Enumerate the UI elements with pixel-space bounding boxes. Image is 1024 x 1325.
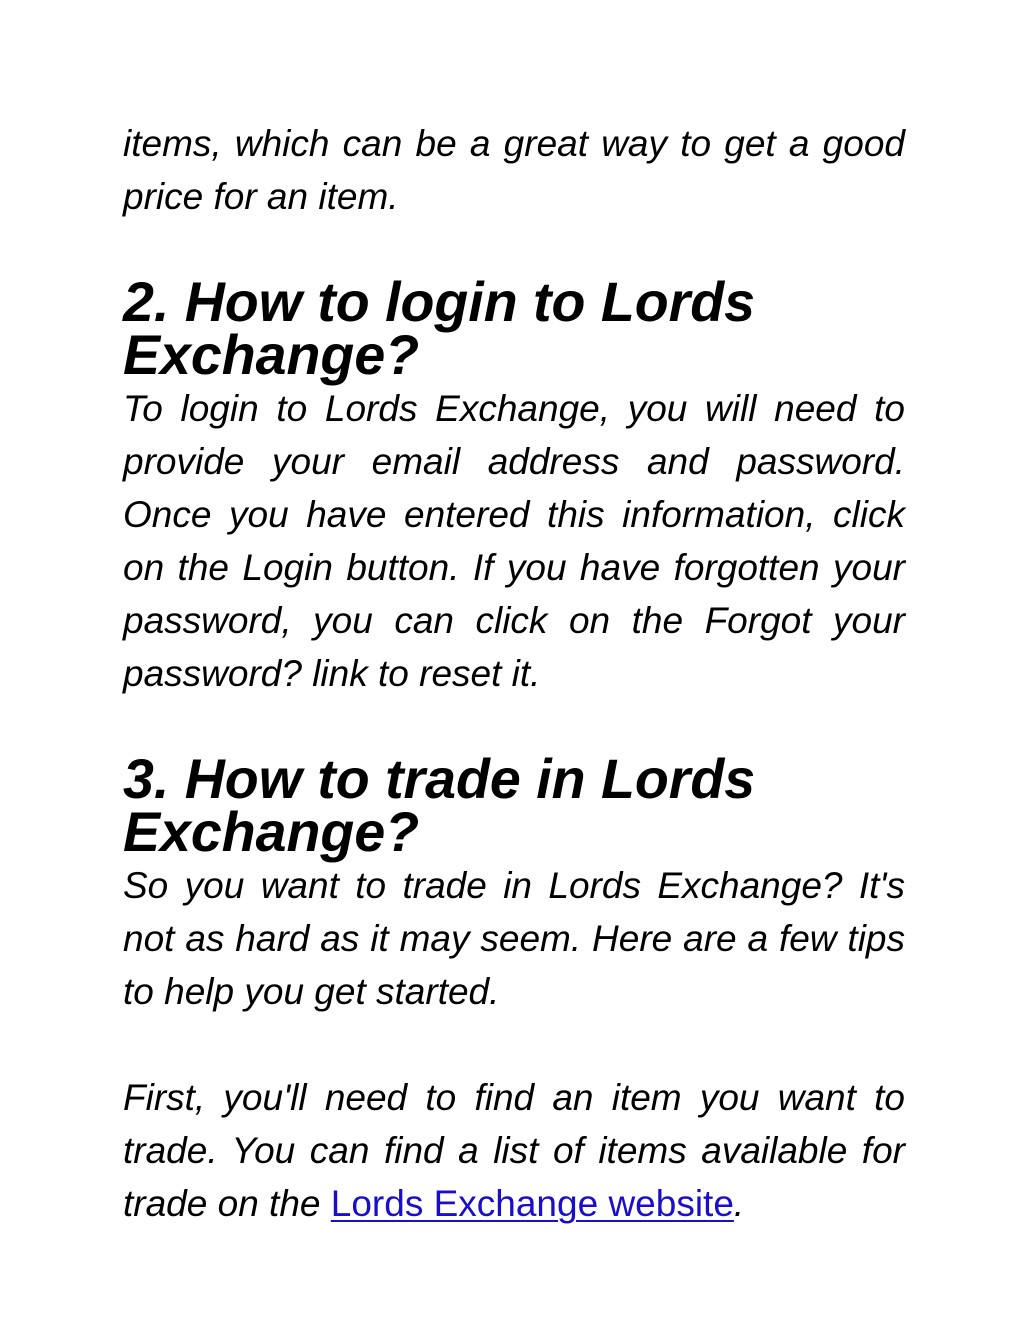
section-2-paragraph: To login to Lords Exchange, you will need to provide your email address and password. Once you have entered this information, click on the Login button. If you have forgotten your password, you can click on the Forgot your password? link to reset it. (123, 388, 905, 694)
paragraph-text-after-link: . (733, 1183, 745, 1224)
paragraph-text-before-link: First, you'll need to find an item you want to trade. You can find a list of items available for trade on the (123, 1077, 905, 1224)
paragraph-spacer (123, 223, 905, 276)
section-3-heading: 3. How to trade in Lords Exchange? (123, 748, 756, 863)
section-2-heading: 2. How to login to Lords Exchange? (123, 271, 756, 386)
lords-exchange-website-link[interactable]: Lords Exchange website (330, 1183, 734, 1224)
paragraph-spacer (123, 700, 905, 753)
document-body (123, 117, 905, 1230)
section-3-paragraph-2 (123, 1071, 905, 1230)
intro-paragraph: items, which can be a great way to get a good price for an item. (123, 123, 905, 217)
section-3-paragraph-1: So you want to trade in Lords Exchange? It's not as hard as it may seem. Here are a few tips to help you get started. (123, 865, 905, 1012)
paragraph-spacer (123, 1018, 905, 1071)
